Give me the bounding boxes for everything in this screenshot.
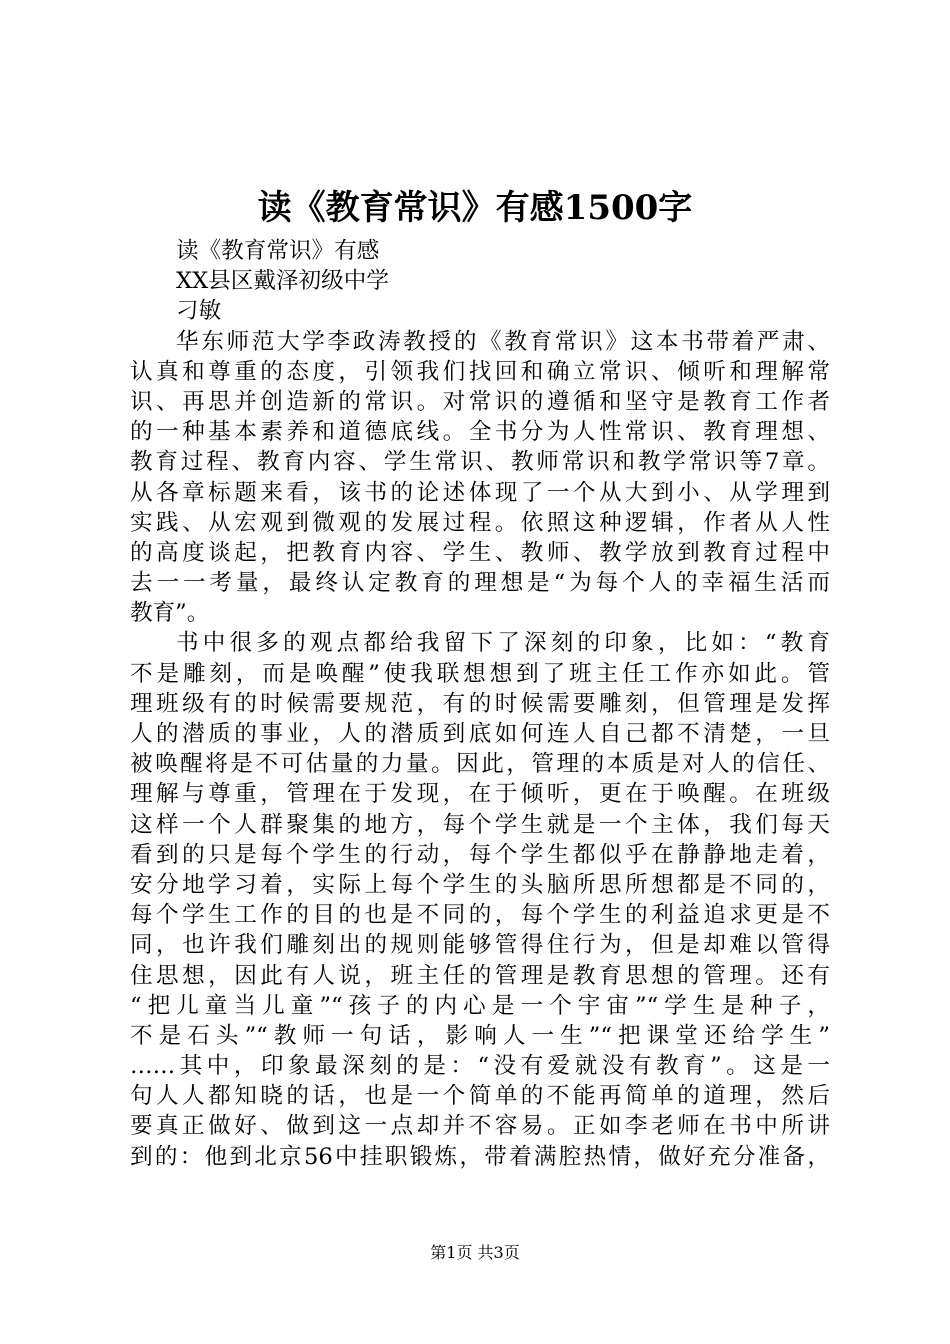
paragraph-line: 每个学生工作的目的也是不同的，每个学生的利益追求更是不 [130,902,830,929]
paragraph-line: 安分地学习着，实际上每个学生的头脑所思所想都是不同的， [130,871,830,898]
paragraph-line: 从各章标题来看，该书的论述体现了一个从大到小、从学理到 [130,479,830,506]
paragraph-line: 不是石头”“教师一句话，影响人一生”“把课堂还给学生” [130,1022,830,1049]
school-name: XX县区戴泽初级中学 [176,268,389,295]
paragraph-line: 书中很多的观点都给我留下了深刻的印象，比如：“教育 [176,630,830,657]
document-title: 读《教育常识》有感1500字 [257,188,693,228]
paragraph-line: 不是雕刻，而是唤醒”使我联想想到了班主任工作亦如此。管 [130,660,830,687]
paragraph-line: 理班级有的时候需要规范，有的时候需要雕刻，但管理是发挥 [130,690,830,717]
paragraph-line: 看到的只是每个学生的行动，每个学生都似乎在静静地走着， [130,841,830,868]
paragraph-line: 住思想，因此有人说，班主任的管理是教育思想的管理。还有 [130,962,830,989]
paragraph-line: 教育过程、教育内容、学生常识、教师常识和教学常识等7章。 [130,449,830,476]
document-body [130,236,830,1172]
paragraphs [130,327,830,1172]
paragraph-line: “把儿童当儿童”“孩子的内心是一个宇宙”“学生是种子， [130,992,830,1019]
paragraph-line: 的高度谈起，把教育内容、学生、教师、教学放到教育过程中 [130,539,830,566]
paragraph-line: 理解与尊重，管理在于发现，在于倾听，更在于唤醒。在班级 [130,781,830,808]
paragraph-line: 同，也许我们雕刻出的规则能够管得住行为，但是却难以管得 [130,932,830,959]
paragraph-line: 去一一考量，最终认定教育的理想是“为每个人的幸福生活而 [130,570,830,597]
page-footer: 第1页 共3页 [430,1243,520,1262]
paragraph-line: 句人人都知晓的话，也是一个简单的不能再简单的道理，然后 [130,1083,830,1110]
paragraph-line: 要真正做好、做到这一点却并不容易。正如李老师在书中所讲 [130,1113,830,1140]
paragraph [130,628,830,1171]
paragraph-line: 认真和尊重的态度，引领我们找回和确立常识、倾听和理解常 [130,358,830,385]
paragraph-line: 识、再思并创造新的常识。对常识的遵循和坚守是教育工作者 [130,388,830,415]
paragraph [130,327,830,629]
paragraph-line: 华东师范大学李政涛教授的《教育常识》这本书带着严肃、 [176,328,830,355]
paragraph-line: 到的：他到北京56中挂职锻炼，带着满腔热情，做好充分准备， [130,1143,830,1170]
paragraph-line: 人的潜质的事业，人的潜质到底如何连人自己都不清楚，一旦 [130,721,830,747]
paragraph-line: 实践、从宏观到微观的发展过程。依照这种逻辑，作者从人性 [130,509,830,536]
paragraph-line: 这样一个人群聚集的地方，每个学生就是一个主体，我们每天 [130,811,830,838]
document-subtitle: 读《教育常识》有感 [176,238,380,264]
paragraph-line: ……其中，印象最深刻的是：“没有爱就没有教育”。这是一 [130,1053,830,1080]
author-name: 刁敏 [176,298,222,325]
paragraph-line: 被唤醒将是不可估量的力量。因此，管理的本质是对人的信任、 [130,751,830,778]
paragraph-line: 教育”。 [130,600,210,627]
paragraph-line: 的一种基本素养和道德底线。全书分为人性常识、教育理想、 [130,419,830,446]
